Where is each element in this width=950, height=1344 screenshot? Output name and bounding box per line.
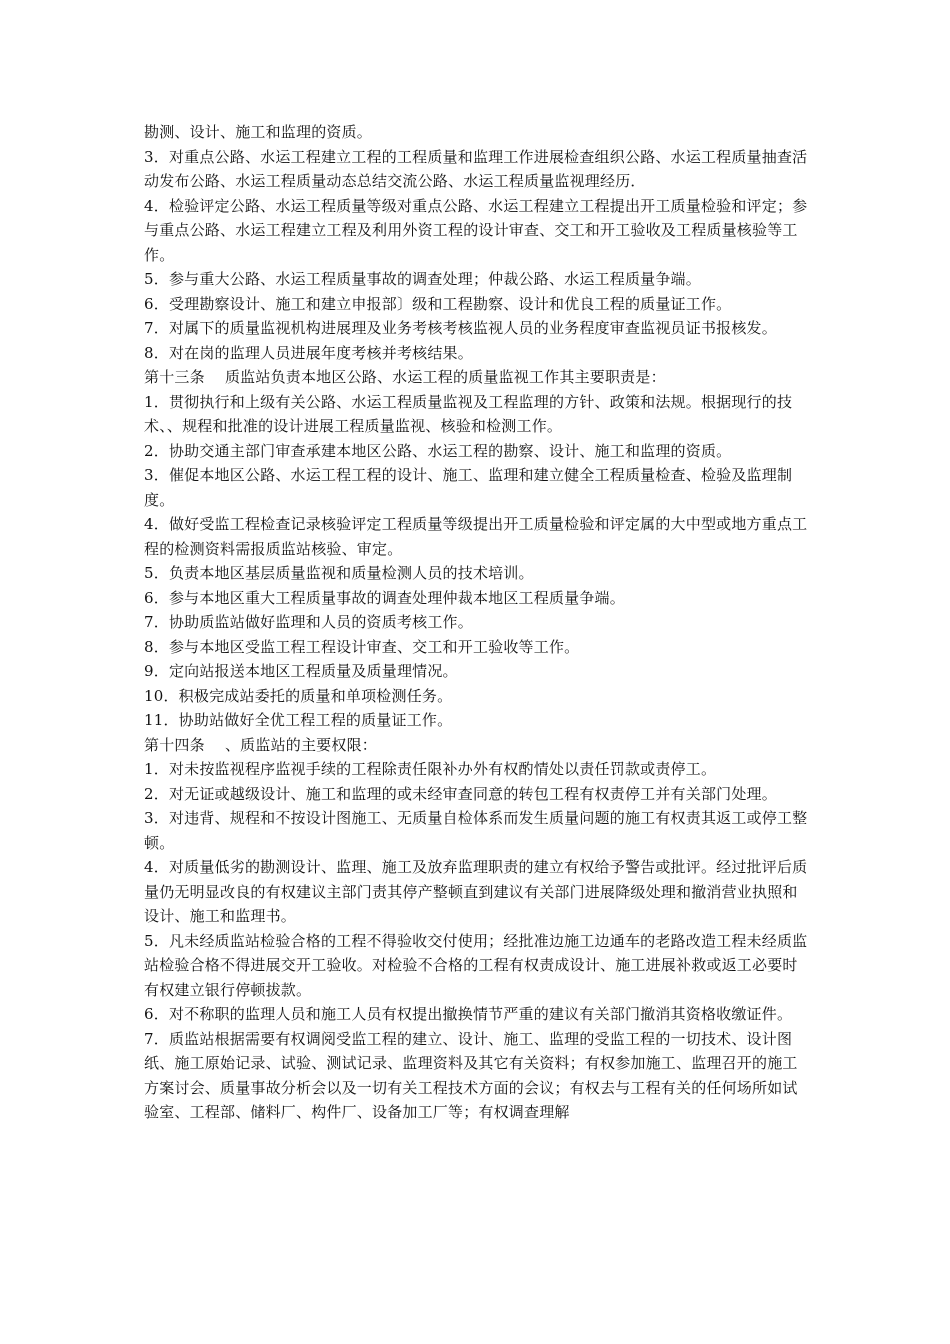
- paragraph: 2．协助交通主部门审查承建本地区公路、水运工程的勘察、设计、施工和监理的资质。: [144, 441, 732, 460]
- paragraph: 4．做好受监工程检查记录核验评定工程质量等级提出开工质量检验和评定属的大中型或地方重点工程的检测资料需报质监站核验、审定。: [144, 515, 808, 558]
- paragraph: 3．对违背、规程和不按设计图施工、无质量自检体系而发生质量问题的施工有权责其返工或停工整顿。: [144, 809, 808, 852]
- paragraph: 5．凡未经质监站检验合格的工程不得验收交付使用；经批准边施工边通车的老路改造工程未经质监站检验合格不得进展交开工验收。对检验不合格的工程有权责成设计、施工进展补救或返工必要时有权建立银行停顿拔款。: [144, 931, 808, 999]
- paragraph: 5．负责本地区基层质量监视和质量检测人员的技术培训。: [144, 564, 534, 582]
- paragraph: 7．协助质监站做好监理和人员的资质考核工作。: [144, 613, 473, 631]
- paragraph: 10．积极完成站委托的质量和单项检测任务。: [144, 686, 453, 705]
- paragraph: 5．参与重大公路、水运工程质量事故的调查处理；仲裁公路、水运工程质量争端。: [144, 270, 701, 288]
- paragraph: 6．受理勘察设计、施工和建立申报部〕级和工程勘察、设计和优良工程的质量证工作。: [144, 294, 732, 313]
- document-body: [144, 120, 808, 1125]
- section-heading: 第十四条 、质监站的主要权限：: [144, 735, 377, 754]
- paragraph: 9．定向站报送本地区工程质量及质量理情况。: [144, 662, 458, 680]
- paragraph: 1．对未按监视程序监视手续的工程除责任限补办外有权酌情处以责任罚款或责停工。: [144, 760, 717, 778]
- paragraph: 7．质监站根据需要有权调阅受监工程的建立、设计、施工、监理的受监工程的一切技术、设计图纸、施工原始记录、试验、测试记录、监理资料及其它有关资料；有权参加施工、监理召开的施工方案讨会、质量事故分析会以及一切有关工程技术方面的会议；有权去与工程有关的任何场所如试验室、工程部、储料厂、构件厂、设备加工厂等；有权调查理解: [144, 1029, 798, 1121]
- paragraph: 6．对不称职的监理人员和施工人员有权提出撤换情节严重的建议有关部门撤消其资格收缴证件。: [144, 1005, 793, 1023]
- paragraph: 8．对在岗的监理人员进展年度考核并考核结果。: [144, 343, 473, 362]
- paragraph: 3．对重点公路、水运工程建立工程的工程质量和监理工作进展检查组织公路、水运工程质量抽查活动发布公路、水运工程质量动态总结交流公路、水运工程质量监视理经历．: [144, 147, 808, 190]
- section-heading: 第十三条 质监站负责本地区公路、水运工程的质量监视工作其主要职责是：: [144, 368, 666, 386]
- paragraph: 2．对无证或越级设计、施工和监理的或未经审查同意的转包工程有权责停工并有关部门处理。: [144, 784, 777, 803]
- paragraph: 11．协助站做好全优工程工程的质量证工作。: [144, 711, 453, 729]
- paragraph: 4．检验评定公路、水运工程质量等级对重点公路、水运工程建立工程提出开工质量检验和评定；参与重点公路、水运工程建立工程及利用外资工程的设计审查、交工和开工验收及工程质量核验等工作。: [144, 196, 808, 264]
- paragraph: 勘测、设计、施工和监理的资质。: [144, 123, 373, 141]
- paragraph: 8．参与本地区受监工程工程设计审查、交工和开工验收等工作。: [144, 637, 580, 656]
- paragraph: 3．催促本地区公路、水运工程工程的设计、施工、监理和建立健全工程质量检查、检验及监理制度。: [144, 466, 793, 509]
- paragraph: 7．对属下的质量监视机构进展理及业务考核考核监视人员的业务程度审查监视员证书报核发。: [144, 319, 777, 337]
- paragraph: 1．贯彻执行和上级有关公路、水运工程质量监视及工程监理的方针、政策和法规。根据现行的技术、、规程和批准的设计进展工程质量监视、核验和检测工作。: [144, 392, 793, 435]
- paragraph: 4．对质量低劣的勘测设计、监理、施工及放弃监理职责的建立有权给予警告或批评。经过批评后质量仍无明显改良的有权建议主部门责其停产整顿直到建议有关部门进展降级处理和撤消营业执照和设计、施工和监理书。: [144, 858, 808, 925]
- paragraph: 6．参与本地区重大工程质量事故的调查处理仲裁本地区工程质量争端。: [144, 588, 625, 607]
